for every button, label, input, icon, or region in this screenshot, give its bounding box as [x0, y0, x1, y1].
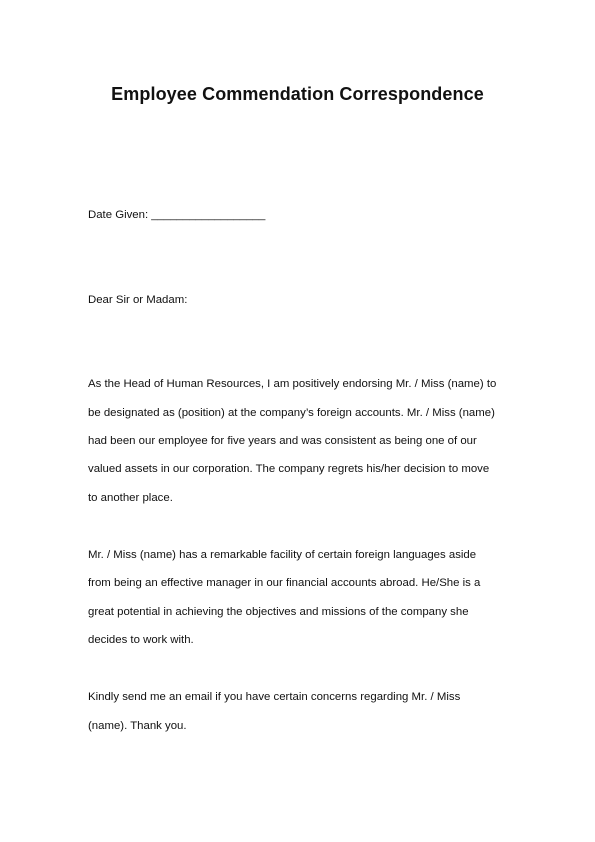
paragraph-1-line: had been our employee for five years and was consistent as being one of our: [88, 435, 477, 447]
paragraph-1-line: to another place.: [88, 492, 173, 504]
document-title: Employee Commendation Correspondence: [111, 84, 484, 104]
paragraph-1-line: valued assets in our corporation. The company regrets his/her decision to move: [88, 463, 490, 475]
paragraph-2-line: decides to work with.: [88, 634, 194, 646]
date-given-line: Date Given: __________________: [88, 209, 266, 221]
paragraph-2-line: great potential in achieving the objectives and missions of the company she: [88, 606, 469, 618]
paragraph-3-line: (name). Thank you.: [88, 720, 187, 732]
paragraph-3-line: Kindly send me an email if you have certain concerns regarding Mr. / Miss: [88, 691, 461, 703]
paragraph-1-line: As the Head of Human Resources, I am positively endorsing Mr. / Miss (name) to: [88, 378, 497, 390]
salutation: Dear Sir or Madam:: [88, 294, 188, 306]
paragraph-2-line: Mr. / Miss (name) has a remarkable facility of certain foreign languages aside: [88, 549, 477, 561]
paragraph-1-line: be designated as (position) at the company’s foreign accounts. Mr. / Miss (name): [88, 407, 495, 419]
paragraph-2-line: from being an effective manager in our financial accounts abroad. He/She is a: [88, 577, 481, 589]
